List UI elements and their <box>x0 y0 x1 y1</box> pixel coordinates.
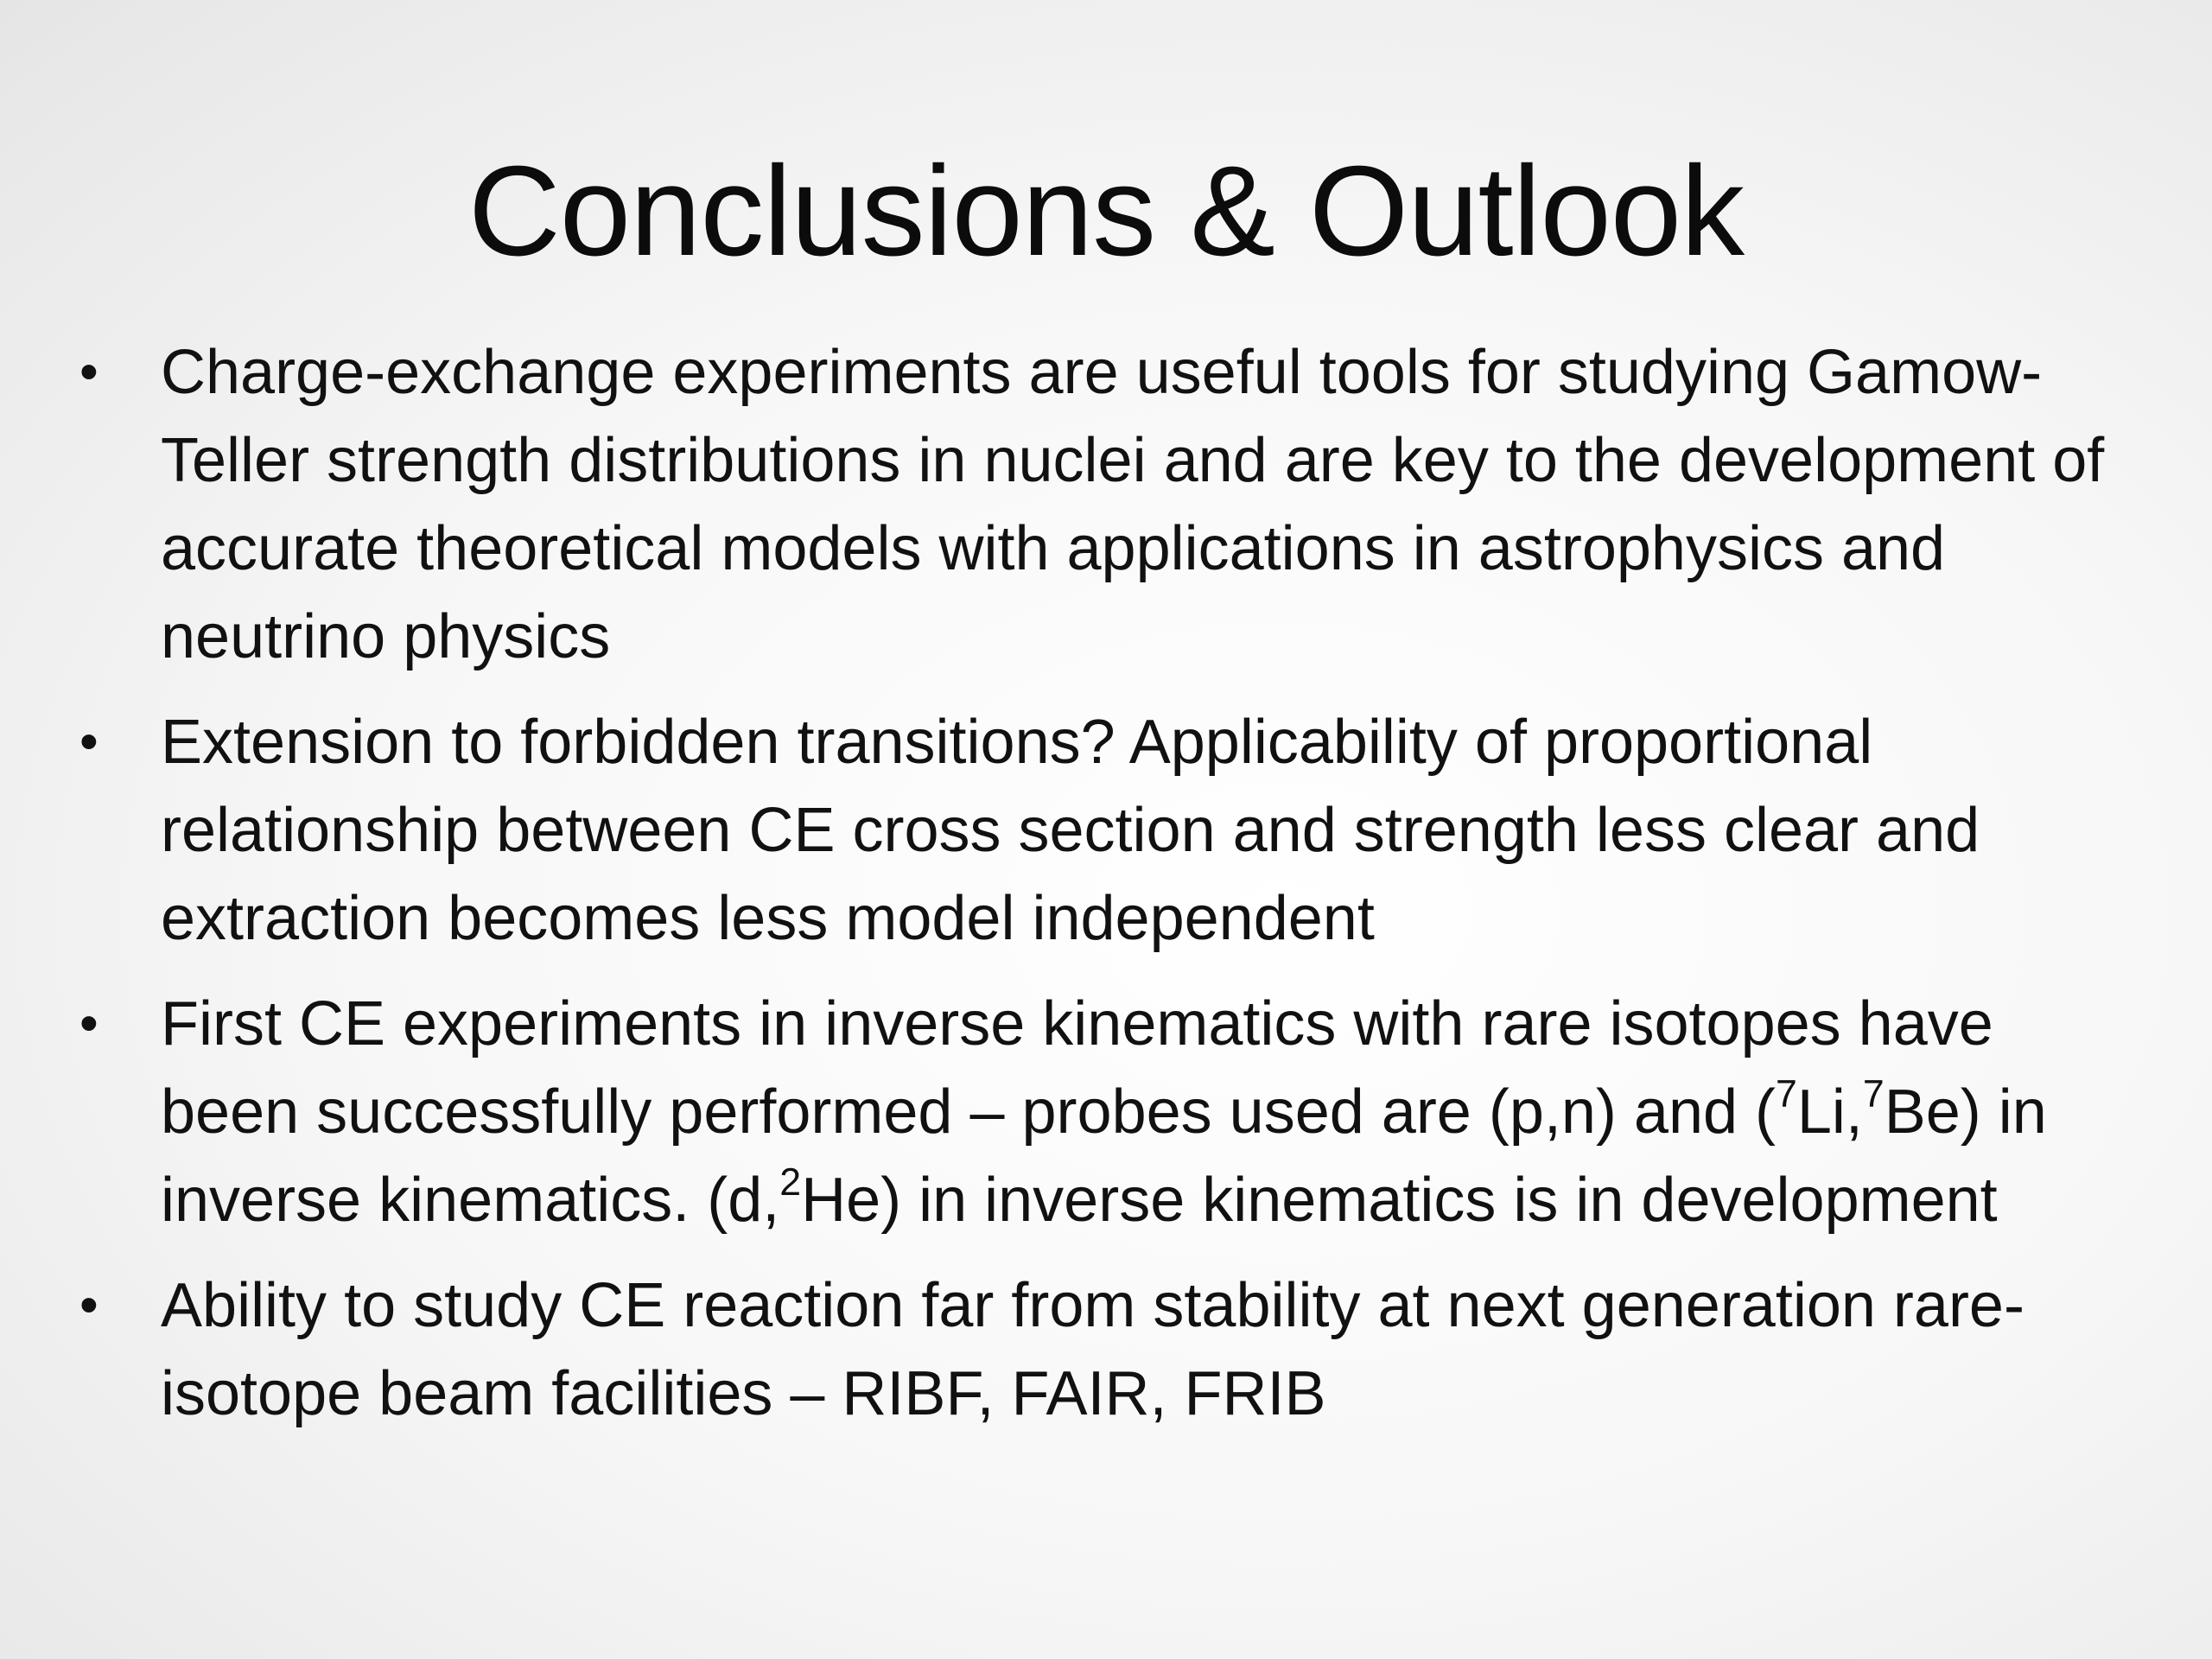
bullet-item <box>69 980 2108 1244</box>
superscript-mass-number: 7 <box>1776 1072 1797 1116</box>
bullet-text-part: He) in inverse kinematics is in development <box>801 1166 1998 1235</box>
bullet-dot-icon: • <box>79 712 99 772</box>
bullet-text <box>161 989 2047 1235</box>
bullet-text: Ability to study CE reaction far from stability at next generation rare-isotope beam facilities – RIBF, FAIR, FRIB <box>161 1271 2024 1428</box>
bullet-item <box>69 698 2108 963</box>
bullet-text-part: Be) in inverse kinematics. (d, <box>161 1077 2047 1235</box>
bullet-text: Extension to forbidden transitions? Applicability of proportional relationship between CE cross section and strength less clear and extraction becomes less model independent <box>161 708 1980 953</box>
bullet-text: Charge-exchange experiments are useful tools for studying Gamow-Teller strength distributions in nuclei and are key to the development of accurate theoretical models with applications in astrophysics and neutrino physics <box>161 338 2105 671</box>
bullet-item <box>69 1262 2108 1438</box>
bullet-item <box>69 328 2108 681</box>
bullet-text-part: Li, <box>1796 1077 1863 1147</box>
bullet-text-part: First CE experiments in inverse kinematics with rare isotopes have been successfully performed – probes used are (p,n) and ( <box>161 989 1993 1147</box>
bullet-dot-icon: • <box>79 994 99 1053</box>
bullet-list <box>69 328 2108 1455</box>
slide-title: Conclusions & Outlook <box>467 140 1745 283</box>
bullet-dot-icon: • <box>79 342 99 402</box>
superscript-mass-number: 2 <box>779 1160 802 1204</box>
superscript-mass-number: 7 <box>1862 1072 1885 1116</box>
bullet-dot-icon: • <box>79 1275 99 1335</box>
